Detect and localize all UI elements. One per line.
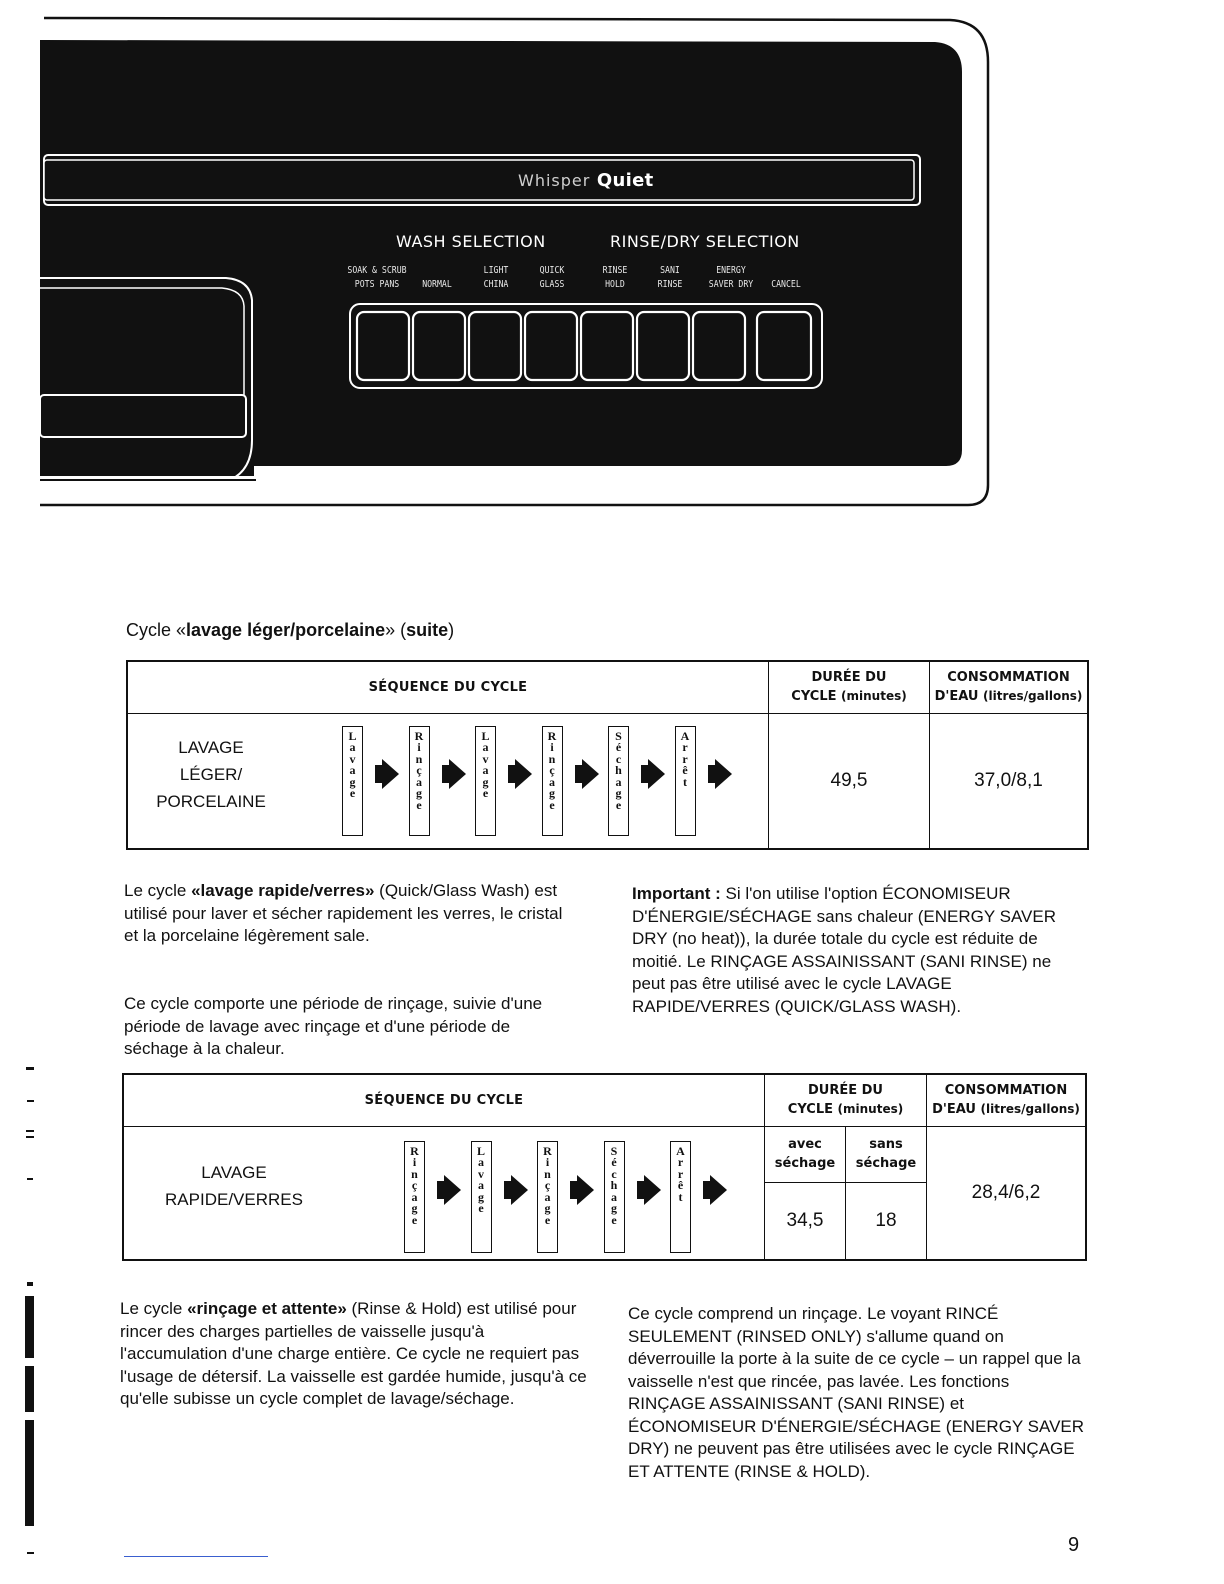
- rinse-hold-description: Ce cycle comprend un rinçage. Le voyant RINCÉ SEULEMENT (RINSED ONLY) s'allume quand on déverrouille la porte à la suite de ce cycle – un rappel que la vaisselle n'est que rincée, pas lavée. Les fonctions RINÇAGE ASSAINISSANT (SANI RINSE) et ÉCONOMISEUR D'ÉNERGIE/SÉCHAGE (ENERGY SAVER DRY) ne peuvent pas être utilisées avec le cycle RINÇAGE ET ATTENTE (RINSE & HOLD).: [628, 1304, 1085, 1481]
- section-heading: Cycle «lavage léger/porcelaine» (suite): [126, 620, 455, 640]
- important-note: Important : Si l'on utilise l'option ÉCONOMISEUR D'ÉNERGIE/SÉCHAGE sans chaleur (ENERGY SAVER DRY (no heat)), la durée totale du cycle est réduite de moitié. Le RINÇAGE ASSAINISSANT (SANI RINSE) ne peut pas être utilisé avec le cycle LAVAGE RAPIDE/VERRES (QUICK/GLASS WASH).: [632, 884, 1056, 1016]
- without-dry-header: sans séchage: [846, 1126, 927, 1182]
- arrow-right-icon: [644, 1175, 661, 1205]
- wash-selection-label: WASH SELECTION: [396, 232, 546, 251]
- button-label-quick-glass: QUICK GLASS: [539, 265, 565, 290]
- sequence-cell: [127, 713, 769, 849]
- footer-rule: [124, 1556, 268, 1557]
- quick-glass-description: Ce cycle comporte une période de rinçage, suivie d'une période de lavage avec rinçage et d'une période de séchage à la chaleur.: [124, 994, 543, 1058]
- margin-mark: [26, 1067, 34, 1070]
- arrow-right-icon: [715, 759, 732, 789]
- arrow-right-icon: [444, 1175, 461, 1205]
- duration-with-dry: 34,5: [765, 1182, 846, 1260]
- sequence-step: R i n ç a g e: [404, 1141, 425, 1253]
- margin-mark: [26, 1136, 34, 1138]
- duration-value: 49,5: [769, 713, 930, 849]
- arrow-right-icon: [577, 1175, 594, 1205]
- arrow-right-icon: [582, 759, 599, 789]
- brand-name: [518, 170, 654, 191]
- header-sequence: SÉQUENCE DU CYCLE: [123, 1074, 765, 1126]
- arrow-right-icon: [710, 1175, 727, 1205]
- brand-suffix: Quiet: [596, 170, 654, 191]
- sequence-step: L a v a g e: [475, 726, 496, 836]
- header-duration: DURÉE DU CYCLE (minutes): [769, 661, 930, 713]
- sequence-step: R i n ç a g e: [409, 726, 430, 836]
- header-water: CONSOMMATION D'EAU (litres/gallons): [927, 1074, 1087, 1126]
- arrow-right-icon: [511, 1175, 528, 1205]
- brand-prefix: Whisper: [518, 171, 591, 190]
- rinse-dry-selection-label: RINSE/DRY SELECTION: [610, 232, 800, 251]
- header-sequence: SÉQUENCE DU CYCLE: [127, 661, 769, 713]
- margin-bar: [25, 1296, 34, 1358]
- margin-mark: [27, 1178, 33, 1180]
- button-label-rinse-hold: RINSE HOLD: [602, 265, 628, 290]
- control-panel-drawing: [0, 0, 1224, 520]
- sequence-step: S é c h a g e: [608, 726, 629, 836]
- cycle-table-quick-glass: [122, 1073, 1087, 1261]
- water-value: 37,0/8,1: [930, 713, 1089, 849]
- quick-glass-intro: Le cycle «lavage rapide/verres» (Quick/Glass Wash) est utilisé pour laver et sécher rapidement les verres, le cristal et la porcelaine légèrement sale.: [124, 881, 563, 945]
- margin-mark: [27, 1552, 34, 1554]
- button-label-sani-rinse: SANI RINSE: [657, 265, 683, 290]
- cycle-name: LAVAGE LÉGER/ PORCELAINE: [156, 737, 266, 811]
- button-label-cancel: CANCEL: [771, 279, 801, 290]
- page-number: 9: [1068, 1534, 1080, 1556]
- header-duration: DURÉE DU CYCLE (minutes): [765, 1074, 927, 1126]
- with-dry-header: avec séchage: [765, 1126, 846, 1182]
- button-label-soak-scrub: SOAK & SCRUB POTS PANS: [347, 265, 407, 290]
- control-panel-illustration: [0, 0, 1224, 520]
- sequence-cell: [123, 1126, 765, 1260]
- arrow-right-icon: [515, 759, 532, 789]
- arrow-right-icon: [648, 759, 665, 789]
- rinse-hold-intro: Le cycle «rinçage et attente» (Rinse & Hold) est utilisé pour rincer des charges partielles de vaisselle jusqu'à l'accumulation d'une charge entière. Ce cycle ne requiert pas l'usage de détersif. La vaisselle est gardée humide, jusqu'à ce qu'elle subisse un cycle complet de lavage/séchage.: [120, 1299, 587, 1408]
- arrow-right-icon: [449, 759, 466, 789]
- margin-bar: [25, 1366, 34, 1412]
- arrow-right-icon: [382, 759, 399, 789]
- sequence-step: A r r ê t: [670, 1141, 691, 1253]
- duration-without-dry: 18: [846, 1182, 927, 1260]
- sequence-step: L a v a g e: [342, 726, 363, 836]
- header-water: CONSOMMATION D'EAU (litres/gallons): [930, 661, 1089, 713]
- margin-mark: [27, 1100, 34, 1102]
- sequence-step: A r r ê t: [675, 726, 696, 836]
- sequence-step: L a v a g e: [471, 1141, 492, 1253]
- margin-mark: [26, 1130, 34, 1132]
- water-value: 28,4/6,2: [927, 1126, 1087, 1260]
- cycle-table-light-china: [126, 660, 1089, 850]
- button-label-light-china: LIGHT CHINA: [483, 265, 509, 290]
- button-label-normal: NORMAL: [422, 279, 452, 290]
- button-label-energy-saver: ENERGY SAVER DRY: [708, 265, 754, 290]
- margin-mark: [27, 1282, 33, 1286]
- sequence-step: S é c h a g e: [604, 1141, 625, 1253]
- sequence-step: R i n ç a g e: [542, 726, 563, 836]
- margin-bar: [25, 1420, 34, 1526]
- sequence-step: R i n ç a g e: [537, 1141, 558, 1253]
- cycle-name: LAVAGE RAPIDE/VERRES: [165, 1162, 303, 1209]
